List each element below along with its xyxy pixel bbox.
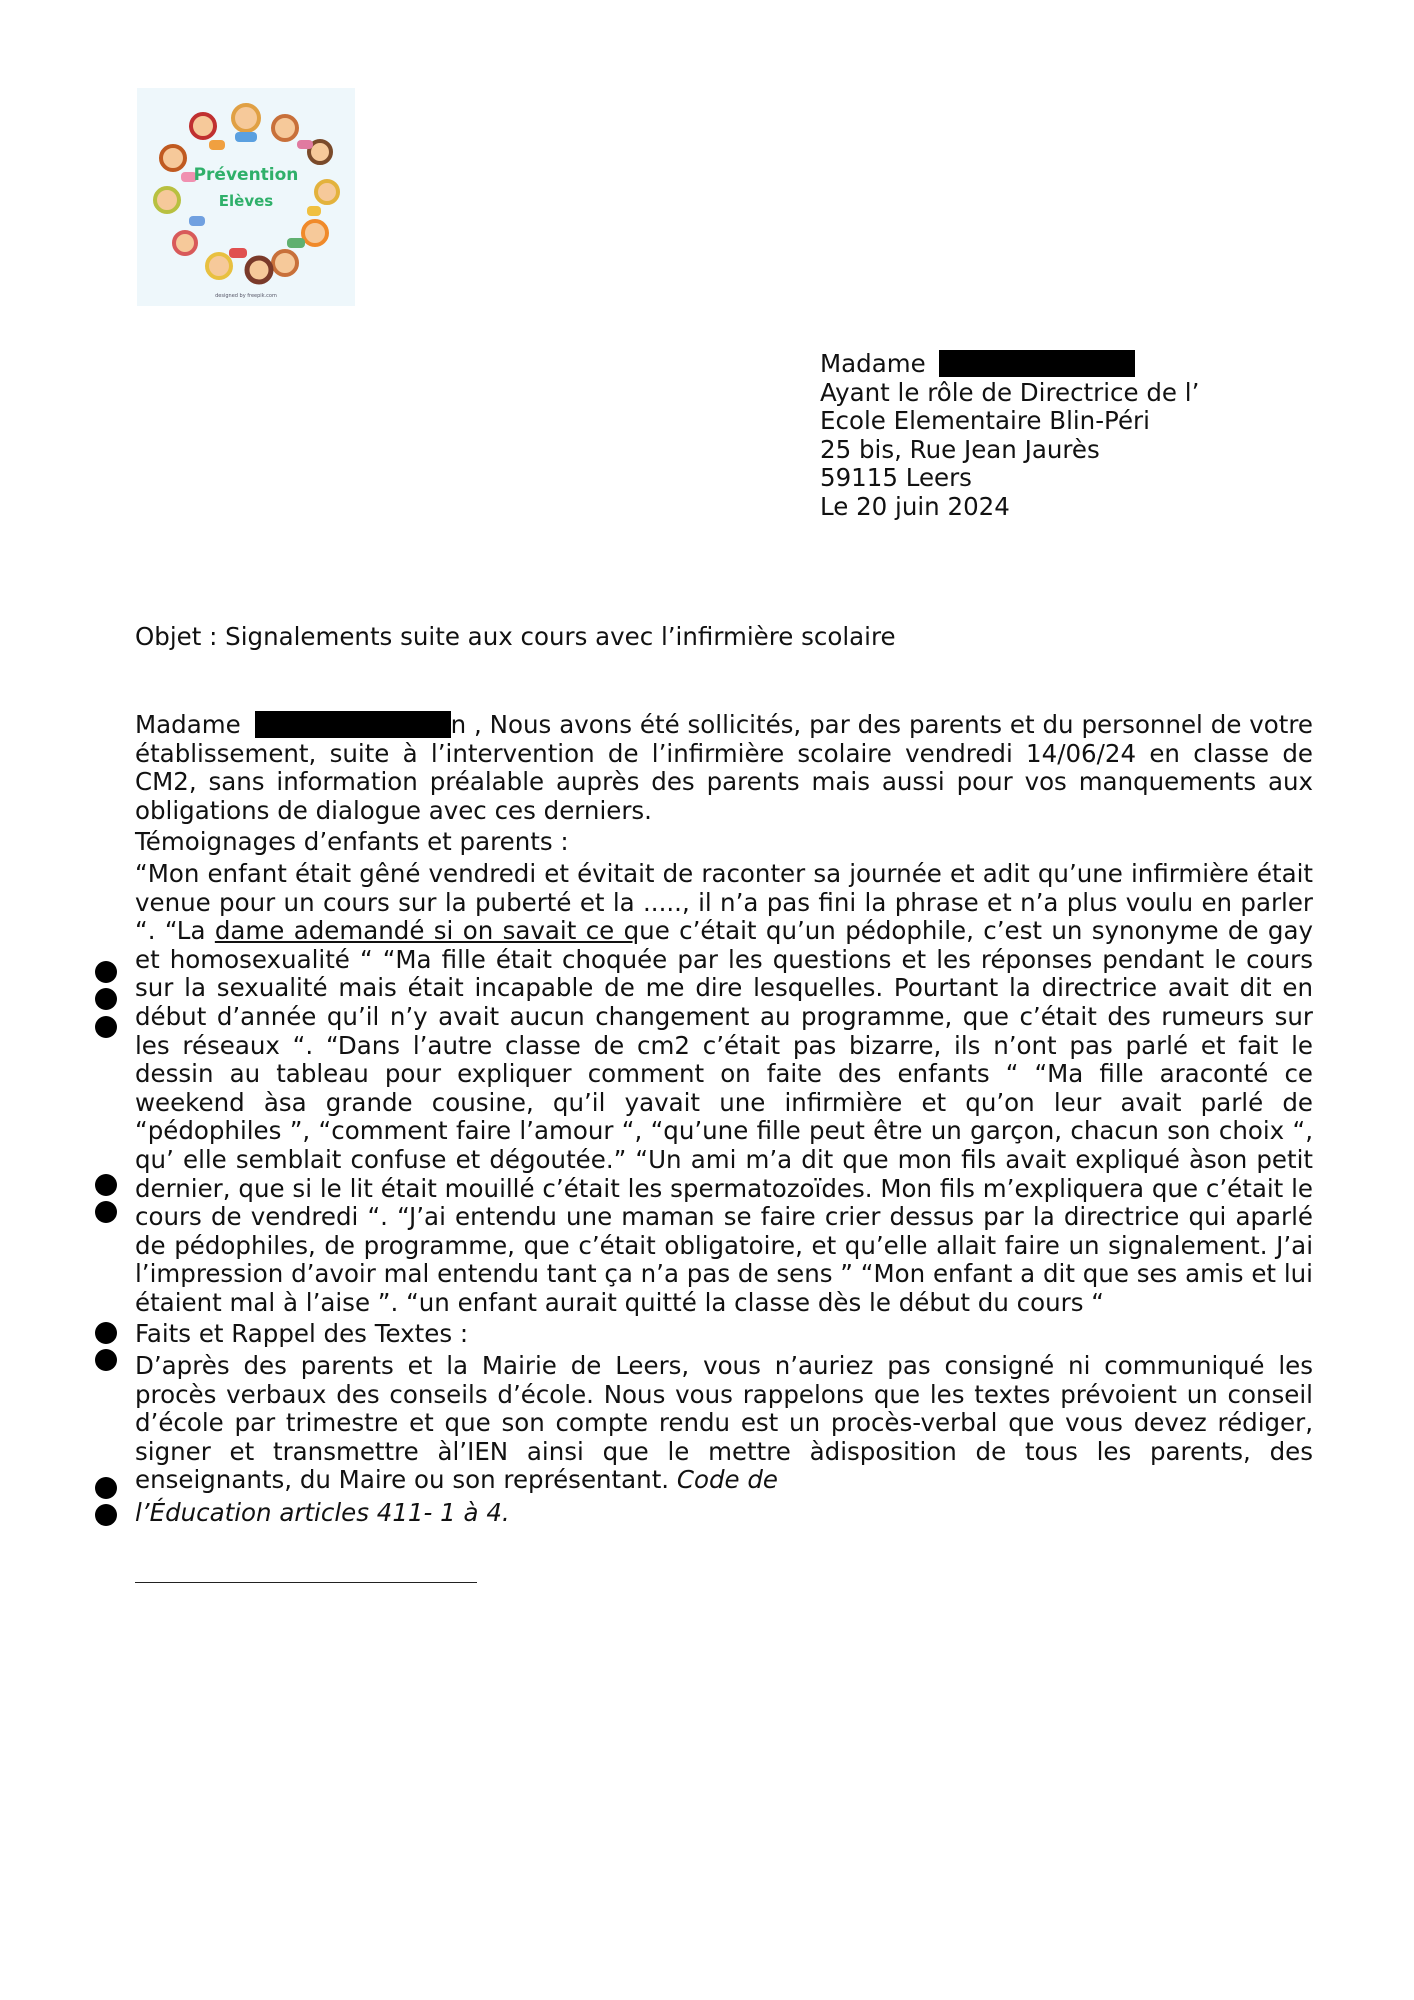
letter-body (135, 711, 1313, 1528)
facts-paragraph (135, 1352, 1313, 1495)
margin-bullet-dot (95, 1201, 117, 1223)
margin-bullet-dot (95, 1322, 117, 1344)
margin-bullet-dot (95, 1504, 117, 1526)
logo-graphic (137, 88, 355, 306)
intro-salutation: Madame (135, 710, 241, 739)
margin-bullet-dot (95, 1477, 117, 1499)
testimonies-part1: “Mon enfant était gêné vendredi et évitait de raconter sa journée et adit qu’une infirmière était venue pour un cours sur la puberté et la ....., il n’a pas fini la phrase et n’a plus voulu en parler “. “La (135, 858, 1313, 946)
letter-subject: Objet : Signalements suite aux cours avec l’infirmière scolaire (135, 622, 896, 651)
testimonies-underlined: dame ademandé si on savait ce q (214, 916, 640, 946)
testimonies-paragraph (135, 860, 1313, 1318)
redacted-name (255, 711, 451, 738)
intro-paragraph (135, 711, 1313, 825)
margin-bullet-dot (95, 1174, 117, 1196)
address-line-2: Ecole Elementaire Blin-Péri (820, 406, 1150, 435)
letter-date: Le 20 juin 2024 (820, 491, 1010, 521)
testimonies-heading: Témoignages d’enfants et parents : (135, 827, 569, 857)
recipient-address-block (820, 350, 1340, 521)
facts-reference-1: Code de (676, 1465, 779, 1495)
address-line-4: 59115 Leers (820, 463, 972, 492)
logo-text-line2: Elèves (218, 192, 274, 210)
testimonies-part2: ue c’était qu’un pédophile, c’est un synonyme de gay et homosexualité “ “Ma fille était choquée par les questions et les réponses pendant le cours sur la sexualité mais était incapable de me dire lesquelles. Pourtant la directrice avait dit en début d’année qu’il n’y avait aucun changement au programme, que c’était des rumeurs sur les réseaux “. “Dans l’autre classe de cm2 c’était pas bizarre, ils n’ont pas parlé et fait le dessin au tableau pour expliquer comment on faite des enfants “ “Ma fille araconté ce weekend àsa grande cousine, qu’il yavait une infirmière et qu’on leur avait parlé de “pédophiles ”, “comment faire l’amour “, “qu’une fille peut être un garçon, chacun son choix “, qu’ elle semblait confuse et dégoutée.” “Un ami m’a dit que mon fils avait expliqué àson petit dernier, que si le lit était mouillé c’était les spermatozoïdes. Mon fils m’expliquera que c’était le cours de vendredi “. “J’ai entendu une maman se faire crier dessus par la directrice qui aparlé de pédophiles, de programme, que c’était obligatoire, et qu’elle allait faire un signalement. J’ai l’impression d’avoir mal entendu tant ça n’a pas de sens ” “Mon enfant a dit que ses amis et lui étaient mal à l’aise ”. “un enfant aurait quitté la classe dès le début du cours “ (135, 916, 1313, 1317)
footnote-separator-line (135, 1582, 477, 1583)
margin-bullet-dot (95, 1349, 117, 1371)
logo-credit: designed by freepik.com (215, 293, 277, 299)
facts-reference-2: l’Éducation articles 411- 1 à 4. (135, 1498, 510, 1528)
address-salutation: Madame (820, 349, 926, 378)
facts-text: D’après des parents et la Mairie de Leers, vous n’auriez pas consigné ni communiqué les procès verbaux des conseils d’école. Nous vous rappelons que les textes prévoient un conseil d’école par trimestre et que son compte rendu est un procès-verbal que vous devez rédiger, signer et transmettre àl’IEN ainsi que le mettre àdisposition de tous les parents, des enseignants, du Maire ou son représentant. (135, 1351, 1313, 1495)
prevention-eleves-logo (137, 88, 355, 306)
facts-heading: Faits et Rappel des Textes : (135, 1319, 469, 1349)
address-line-3: 25 bis, Rue Jean Jaurès (820, 434, 1100, 464)
margin-bullet-dot (95, 988, 117, 1010)
intro-partial-char: n (450, 710, 467, 739)
address-line-1: Ayant le rôle de Directrice de l’ (820, 377, 1200, 407)
address-salutation-line (820, 350, 1340, 379)
logo-text-line1: Prévention (193, 165, 299, 185)
margin-bullet-dot (95, 1016, 117, 1038)
margin-bullet-dot (95, 961, 117, 983)
intro-text: , Nous avons été sollicités, par des parents et du personnel de votre établissement, suite à l’intervention de l’infirmière scolaire vendredi 14/06/24 en classe de CM2, sans information préalable auprès des parents mais aussi pour vos manquements aux obligations de dialogue avec ces derniers. (135, 710, 1313, 825)
redacted-name (939, 350, 1135, 377)
